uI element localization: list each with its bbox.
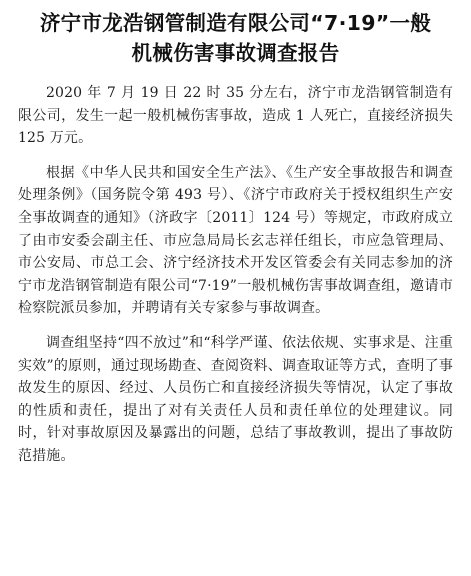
report-body bbox=[18, 82, 453, 468]
paragraph-investigation-team: 根据《中华人民共和国安全生产法》、《生产安全事故报告和调查处理条例》（国务院令第 493 号）、《济宁市政府关于授权组织生产安全事故调查的通知》（济政字〔2011〕124 号）等规定，市政府成立了由市安委会副主任、市应急局局长玄志祥任组长，市应急管理局、市公安局、市总工会、济宁经济技术开发区管委会有关同志参加的济宁市龙浩钢管制造有限公司“7·19”一般机械伤害事故调查组，邀请市检察院派员参加，并聘请有关专家参与事故调查。 bbox=[18, 164, 453, 317]
report-title-line-1: 济宁市龙浩钢管制造有限公司“7·19”一般 bbox=[39, 11, 432, 35]
report-title-line-2: 机械伤害事故调查报告 bbox=[131, 41, 340, 65]
paragraph-incident-summary: 2020 年 7 月 19 日 22 时 35 分左右，济宁市龙浩钢管制造有限公司，发生一起一般机械伤害事故，造成 1 人死亡，直接经济损失 125 万元。 bbox=[18, 85, 453, 147]
report-title bbox=[18, 8, 453, 68]
paragraph-investigation-principles: 调查组坚持“四不放过”和“科学严谨、依法依规、实事求是、注重实效”的原则，通过现场勘查、查阅资料、调查取证等方式，查明了事故发生的原因、经过、人员伤亡和直接经济损失等情况，认定了事故的性质和责任，提出了对有关责任人员和责任单位的处理建议。同时，针对事故原因及暴露出的问题，总结了事故教训，提出了事故防范措施。 bbox=[18, 334, 453, 464]
